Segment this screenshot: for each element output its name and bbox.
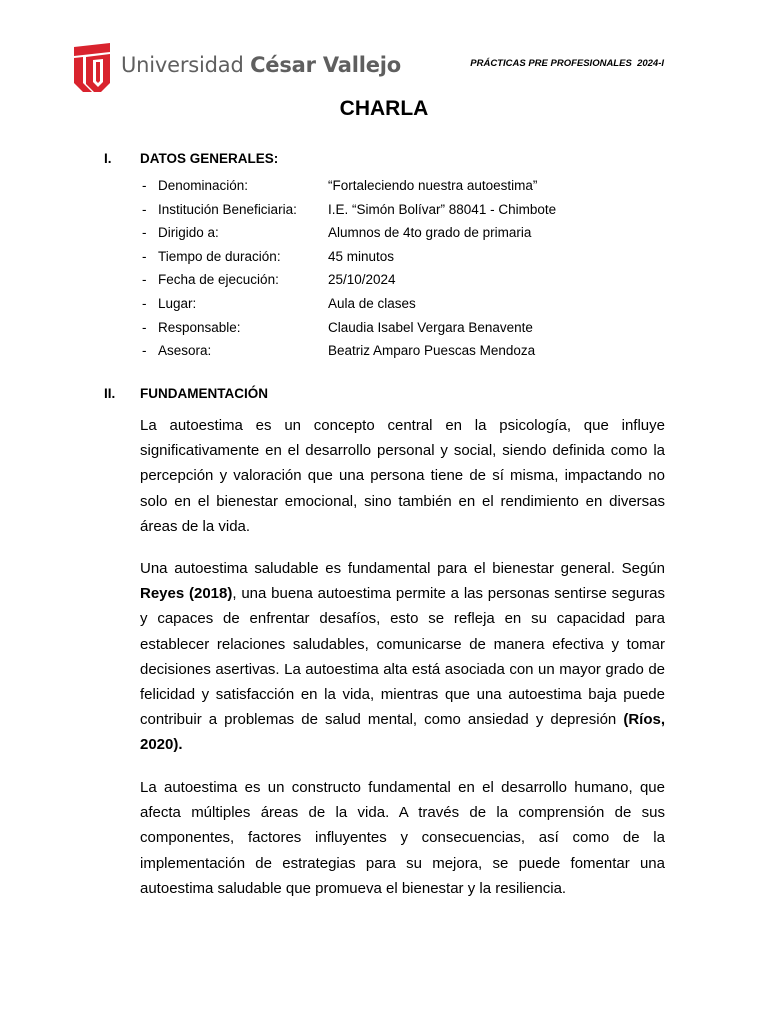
header-practice-label: PRÁCTICAS PRE PROFESIONALES 2024-I bbox=[470, 58, 664, 69]
list-dash: - bbox=[142, 178, 147, 193]
item-label: Fecha de ejecución: bbox=[158, 272, 279, 288]
list-item bbox=[142, 221, 556, 245]
section-heading-fundamentacion bbox=[104, 386, 268, 401]
list-item bbox=[142, 292, 556, 316]
list-dash: - bbox=[142, 319, 147, 335]
list-item bbox=[142, 339, 556, 363]
list-item bbox=[142, 316, 556, 340]
item-value: “Fortaleciendo nuestra autoestima” bbox=[328, 178, 538, 193]
general-data-list bbox=[142, 174, 556, 363]
item-label: Asesora: bbox=[158, 343, 212, 359]
item-value: Alumnos de 4to grado de primaria bbox=[328, 225, 532, 241]
list-item bbox=[142, 268, 556, 292]
university-name-bold: César Vallejo bbox=[250, 53, 402, 77]
citation-reyes: Reyes (2018) bbox=[140, 585, 233, 603]
list-dash: - bbox=[142, 225, 147, 241]
university-name-light: Universidad bbox=[121, 53, 244, 77]
list-item bbox=[142, 245, 556, 269]
item-value: 45 minutos bbox=[328, 248, 395, 264]
section-title: DATOS GENERALES: bbox=[140, 151, 279, 166]
list-item bbox=[142, 174, 556, 198]
university-logo bbox=[72, 42, 401, 94]
list-dash: - bbox=[142, 295, 147, 311]
paragraph-2 bbox=[140, 556, 665, 758]
item-value: 25/10/2024 bbox=[328, 272, 396, 288]
item-label: Dirigido a: bbox=[158, 225, 219, 241]
section-number: I. bbox=[104, 151, 112, 166]
list-dash: - bbox=[142, 248, 147, 264]
list-dash: - bbox=[142, 343, 147, 359]
section-title: FUNDAMENTACIÓN bbox=[140, 386, 268, 401]
citation-rios: (Ríos, 2020). bbox=[140, 711, 665, 754]
section-heading-general bbox=[104, 151, 278, 166]
item-value: Claudia Isabel Vergara Benavente bbox=[328, 319, 533, 335]
section-number: II. bbox=[104, 386, 116, 401]
item-value: Beatriz Amparo Puescas Mendoza bbox=[328, 343, 536, 359]
paragraph-2-text-b: , una buena autoestima permite a las personas sentirse seguras y capaces de enfrentar desafíos, esto se refleja en su capacidad para establecer relaciones saludables, comunicarse de manera efectiva y tomar decisiones asertivas. La autoestima alta está asociada con un mayor grado de felicidad y satisfacción en la vida, mientras que una autoestima baja puede contribuir a problemas de salud mental, como ansiedad y depresión bbox=[140, 585, 665, 729]
page-title: CHARLA bbox=[339, 97, 429, 120]
list-dash: - bbox=[142, 272, 147, 288]
list-item bbox=[142, 198, 556, 222]
item-label: Responsable: bbox=[158, 319, 241, 335]
paragraph-3: La autoestima es un constructo fundamental en el desarrollo humano, que afecta múltiples áreas de la vida. A través de la comprensión de sus componentes, factores influyentes y consecuencias, así como de la implementación de estrategias para su mejora, se puede fomentar una autoestima saludable que promueva el bienestar y la resiliencia. bbox=[140, 779, 665, 897]
item-label: Lugar: bbox=[158, 295, 197, 311]
paragraph-1: La autoestima es un concepto central en la psicología, que influye significativamente en el desarrollo personal y social, siendo definida como la percepción y valoración que una persona tiene de sí misma, impactando no solo en el bienestar emocional, sino también en el rendimiento en diversas áreas de la vida. bbox=[140, 417, 665, 535]
item-label: Institución Beneficiaria: bbox=[158, 201, 297, 217]
university-shield-icon bbox=[72, 43, 112, 93]
university-name bbox=[121, 53, 401, 77]
item-label: Tiempo de duración: bbox=[158, 248, 281, 264]
list-dash: - bbox=[142, 201, 147, 217]
item-label: Denominación: bbox=[158, 178, 249, 193]
item-value: Aula de clases bbox=[328, 295, 416, 311]
paragraph-2-text-a: Una autoestima saludable es fundamental para el bienestar general. Según bbox=[140, 560, 665, 577]
item-value: I.E. “Simón Bolívar” 88041 - Chimbote bbox=[328, 201, 557, 217]
